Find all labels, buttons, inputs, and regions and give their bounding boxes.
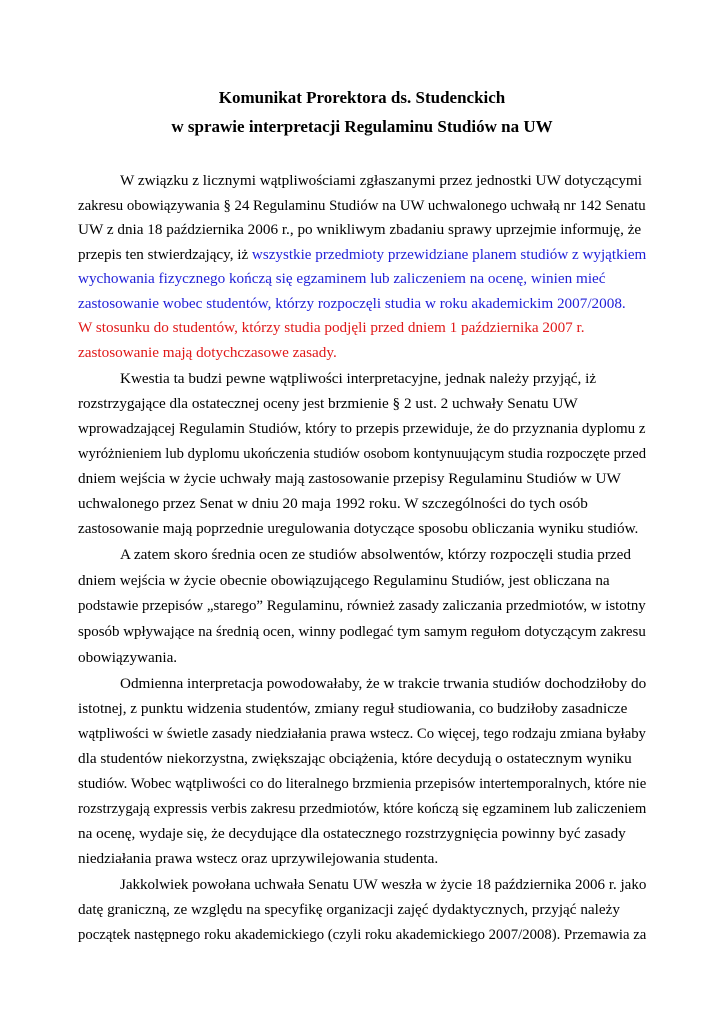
highlighted-text-red: zastosowanie mają dotychczasowe zasady. [78,344,337,361]
text-line: zastosowanie mają poprzednie uregulowania dotyczące sposobu obliczania wyniku studiów. [78,520,639,537]
document-title-line-2: w sprawie interpretacji Regulaminu Studiów na UW [171,117,553,136]
text-line: niedziałania prawa wstecz oraz uprzywilejowania studenta. [78,850,439,867]
text-line: dniem wejścia w życie uchwały mają zastosowanie przepisy Regulaminu Studiów w UW [78,470,621,487]
highlighted-text-blue: wychowania fizycznego kończą się egzaminem lub zaliczeniem na ocenę, winien mieć [78,270,606,287]
highlighted-text-blue: zastosowanie wobec studentów, którzy rozpoczęli studia w roku akademickim 2007/2008. [78,295,626,312]
text-line: uchwalonego przez Senat w dniu 20 maja 1992 roku. W szczególności do tych osób [78,495,588,512]
text-line: obowiązywania. [78,649,178,666]
text-line: zakresu obowiązywania § 24 Regulaminu Studiów na UW uchwalonego uchwałą nr 142 Senatu [78,197,646,214]
text-line: dniem wejścia w życie obecnie obowiązującego Regulaminu Studiów, jest obliczana na [78,572,610,589]
text-line: datę graniczną, ze względu na specyfikę organizacji zajęć dydaktycznych, przyjąć należy [78,901,620,918]
text-line: rozstrzygające dla ostatecznej oceny jest brzmienie § 2 ust. 2 uchwały Senatu UW [78,395,578,412]
text-line: na ocenę, wydaje się, że decydujące dla ostatecznego rozstrzygnięcia powinny być zasady [78,825,626,842]
text-line: Odmienna interpretacja powodowałaby, że w trakcie trwania studiów dochodziłoby do [120,675,647,692]
text-line: istotnej, z punktu widzenia studentów, zmiany reguł studiowania, co budziłoby zasadnicze [78,700,628,717]
highlighted-text-blue: wszystkie przedmioty przewidziane planem studiów z wyjątkiem [251,246,647,263]
text-line: Kwestia ta budzi pewne wątpliwości interpretacyjne, jednak należy przyjąć, iż [120,370,597,387]
highlighted-text-red: W stosunku do studentów, którzy studia podjęli przed dniem 1 października 2007 r. [78,319,585,336]
text-line: rozstrzygają expressis verbis zakresu przedmiotów, które kończą się egzaminem lub zaliczeniem [78,800,647,817]
text-line: wyróżnieniem lub dyplomu ukończenia studiów osobom kontynuującym studia rozpoczęte przed [78,445,647,462]
document-title-line-1: Komunikat Prorektora ds. Studenckich [218,88,506,107]
text-line-mixed [78,246,646,264]
text-line: UW z dnia 18 października 2006 r., po wnikliwym zbadaniu sprawy uprzejmie informuję, że [78,221,642,238]
text-line: podstawie przepisów „starego” Regulaminu, również zasady zaliczania przedmiotów, w istotny [78,597,646,614]
text-line: A zatem skoro średnia ocen ze studiów absolwentów, którzy rozpoczęli studia przed [120,546,632,563]
text-segment: przepis ten stwierdzający, iż [78,246,249,263]
text-line: studiów. Wobec wątpliwości co do literalnego brzmienia przepisów intertemporalnych, które nie [78,775,647,792]
text-line: dla studentów niekorzystna, zwiększając obciążenia, które decydują o ostatecznym wyniku [78,750,632,767]
text-line: wątpliwości w świetle zasady niedziałania prawa wstecz. Co więcej, tego rodzaju zmiana byłaby [78,725,646,742]
text-line: początek następnego roku akademickiego (czyli roku akademickiego 2007/2008). Przemawia za [78,926,647,943]
text-line: Jakkolwiek powołana uchwała Senatu UW weszła w życie 18 października 2006 r. jako [120,876,647,893]
text-line: sposób wpływające na średnią ocen, winny podlegać tym samym regułom dotyczącym zakresu [78,623,646,640]
text-line: wprowadzającej Regulamin Studiów, który to przepis przewiduje, że do przyznania dyplomu z [78,420,646,437]
text-line: W związku z licznymi wątpliwościami zgłaszanymi przez jednostki UW dotyczącymi [120,172,642,189]
